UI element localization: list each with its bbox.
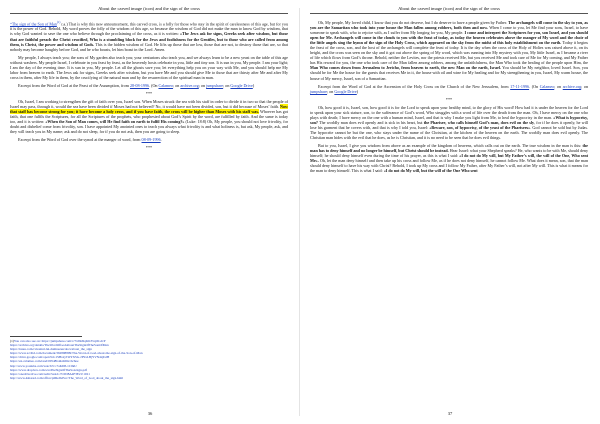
jumpshare-link[interactable]: jumpshare xyxy=(206,82,224,88)
right-page xyxy=(306,0,594,424)
google-drive-link[interactable]: Google Drive xyxy=(230,82,253,88)
calameo-link[interactable]: Calameo xyxy=(158,82,174,88)
footnote[interactable]: https://drive.google.com/open?id=1SHsxyTOYXSG-JPSxLBjYVN4xjlxlH xyxy=(10,355,110,360)
quote-bold: «When the Son of Man comes, will He find faith on earth to fulfil His coming?» xyxy=(45,119,185,125)
footnote-number: (1) xyxy=(10,339,14,343)
footnote[interactable]: https://www.dropbox.com/s/aaTheSignOfTheSon/sign.pdf xyxy=(10,367,87,372)
calameo-link[interactable]: Calameo xyxy=(539,83,555,89)
text: ; on xyxy=(327,88,335,94)
archive-link[interactable]: archive.org xyxy=(180,82,199,88)
text: (Luke: 18:8) Oh, My people, you should not love frivolity, for doubt and disbelief come from frivolity, son. I have appointed My anointed ones to teach you always what frivolity is and what holiness is, but ask, My people, ask, and they will teach you in My name; ask and do not sleep, for if you do not ask, then you are going to sleep. xyxy=(10,119,288,135)
quote-bold: The archangels will come in the sky to you, as you are the Samaritan who took into your house the Man fallen among robbers, both then and now. xyxy=(310,20,588,31)
quote-bold: «I do not do My will, but the will of the One Who sent xyxy=(383,168,478,174)
right-page-body xyxy=(310,20,588,173)
text: You should be My neighbor, loved Israel. Son, you should be for Me the house for the guests that receives Me in it, the house with oil and wine for My healing and for My strengthening in you, Israel, My warm house, the house of My mercy, Israel, son of a Samaritan. xyxy=(310,65,588,81)
jumpshare-link[interactable]: jumpshare xyxy=(310,88,328,94)
text: Oh, Israel, I am working to strengthen the gift of faith over you, Israel son. When Moses struck the sea with his staff in order to divide it in two so that the people of Israel may pass, through it, would the sea have been divided if Moses had not believed? No, it would have not been divided, son, but it did because of Moses’ faith. xyxy=(10,98,288,110)
paragraph xyxy=(310,20,588,81)
text: ; on xyxy=(198,82,207,88)
highlighted-text: Now that staff has become strong for you; it have become a holy cross, and if you have faith, the cross will be higher than Moses with his staff was. xyxy=(10,104,288,115)
quote-bold: I come and interpret the Scriptures for you, son Israel, and you should open for Me. Archangels will come in the clouds to you with the feast of today, as today the heaven celebrates above the manger of My word and the choir of the little angels sing the hymn of the sign of the Holy Cross, which appeared on the sky from the midst of this holy establishment on the earth. xyxy=(310,30,588,46)
text: ; on xyxy=(173,82,181,88)
text: ; on xyxy=(554,83,563,89)
text: But to you, Israel, I give you wisdom from above as an example of the kingdom of heavens, which calls out on the earth. The true wisdom in the man is this: xyxy=(318,143,583,149)
quote-bold: «I do not do My will, but My Father’s will, the will of the One, Who sent Me». xyxy=(310,153,588,164)
text: The worldly man does evil openly and is sick in his heart, but xyxy=(317,119,424,125)
page-number-right: 37 xyxy=(447,411,453,416)
paragraph xyxy=(310,143,588,173)
text: ) xyxy=(252,82,255,88)
separator-stars: *** xyxy=(445,96,453,102)
paragraph xyxy=(10,20,288,52)
separator-stars: *** xyxy=(145,145,153,151)
footnote-text: You can also see on: https://jumpshare.com/v/7xb9rRqKKYnpSLdvP xyxy=(13,339,106,343)
quote-bold: «The Jews ask for signs, Greeks seek after wisdom, but those that are faithful preach the Christ crucified, Who is a stumbling block for the Jews and foolishness for the Gentiles, but to those who are called from among them, is Christ, the power and wisdom of Gods. xyxy=(10,31,288,47)
text: Excerpt from the Word of God at the Feast of the Assumption, from xyxy=(18,82,130,88)
text: Excerpt from the Word of God at the Ascension of the Holy Cross on the Church of the New Jerusalem, from xyxy=(318,83,511,89)
paragraph xyxy=(10,99,288,134)
page-gutter xyxy=(299,8,300,416)
excerpt-source xyxy=(10,137,288,142)
footnote[interactable]: https://www.scribd.com/document/362898809/The-Word-of-God-about-the-sign-of-the-Son-of-Man xyxy=(10,351,143,356)
text: Hear Israel: what your Shepherd speaks? He, who wants to be with Me, should deny himself; he should deny himself even during the time of his prayer, as this is what I said: xyxy=(310,148,588,159)
footnote-ref[interactable]: (1) xyxy=(56,20,61,24)
text: Excerpt from the Word of God over the synod at the manger of word, from xyxy=(18,137,142,143)
quote-bold: «Beware, son, of hypocrisy, of the yeast of the Pharisees» xyxy=(429,124,531,130)
text: Oh, My people, My loved child, I know that you do not deserve, but I do deserve to have a people given by Father. xyxy=(318,20,509,25)
date-link[interactable]: 08-09-1996 xyxy=(141,137,161,143)
text: Oh, how good it is, Israel, son, how good it is for the Lord to speak upon your healthy mind, to the glory of His word! How bad it is under the heaven for the Lord to speak upon your sick stature, son, to the sufferance of God’s word, Who struggles with a word of life over the death from the man. Oh, I have mercy on the one who plays with death; I have mercy on the one with a human mind, Israel, and that is why I make you light from Me, to heal the hypocrisy in the man. xyxy=(310,104,588,120)
text: When I come to you, let Me find your sons, Israel, to have someone to speak with, who to rejoice with, as I suffer from My longing for you, My people. xyxy=(310,25,589,36)
footnote[interactable]: https://archive.org/details/TheWordOfGodAboutTheSignOfTheSonOfMan xyxy=(10,343,109,348)
left-page xyxy=(6,0,294,424)
paragraph xyxy=(310,105,588,140)
text: Whoever has got faith, that one fulfils the Scriptures, for all the Scriptures of the prophets, who prophesied about God’s Spirit by the word, are fulfilled by faith. And the same is today too, and it is written: xyxy=(10,109,288,125)
text: r.a.) That is why this new announcement, this carved cross, is a folly for those who stay in the spirit of carelessness of this age, but for you it is the power of God. Behold, My word proves the folly of the wisdom of this age, so because the wisdom of God did not make the man to know God by wisdom, that is why God wanted to save the one who believe through the proclaiming of the cross, as it is written: xyxy=(10,21,288,37)
text: ) xyxy=(356,88,359,94)
text: . (On xyxy=(149,82,159,88)
quote-bold: the man has to deny himself and no longer be himself, but Christ should be instead. xyxy=(310,143,588,154)
footnote[interactable]: http://www.4shared.com/office/pMkdbdScc/The_Word_of_God_about_the_sign.html xyxy=(10,375,124,380)
separator-stars: *** xyxy=(145,90,153,96)
text: ; on xyxy=(223,82,231,88)
quote-bold: Man Who comes down from Jerusalem to Jericho, from heaven to earth, the new Man on the earth, Israel. xyxy=(310,65,501,71)
text: . (On xyxy=(529,83,540,89)
footnote[interactable]: https://onedrive.live.com/redir?resid=7C0D8A4F3E21!1021 xyxy=(10,371,90,376)
page-header-left: About the carved image (icon) and the sign of the cross xyxy=(10,6,288,14)
footnote[interactable]: https://issuu.com/cuvantul-lui-dumnezeu/docs/about_the_sign xyxy=(10,347,92,352)
text: Oh, let the man deny himself and then take up his cross and follow Me, as if he does not deny himself, he cannot follow Me. What does it mean, son, that the man should deny himself to have his way with Christ? Behold, I took up My cross and I follow My Father, after My Father’s will, not after My will. This is what it means for the man to deny himself. This is what I said: xyxy=(310,158,588,174)
text: ; on xyxy=(581,83,589,89)
excerpt-source xyxy=(310,84,588,94)
text: Today it begins the feast of the cross, son, and the host of the archangels will complete the feast of today. It is the day when the cross of the Holy of Holies was raised above it, on its height, and the cross was seen on the sky and it got out above the spring of My word, which was running into My mystery with you, My little Israel, as I became a river of life which flows from God’s throne. Behold, neither the Levites, nor the priests received Me, but you received Me and took care of Me for My coming, and My Father has His reward for you, the one who took care of the Man fallen among robbers, among the unfaithfulness, the Man Who took the healing of the people upon Him, the xyxy=(310,40,588,66)
left-page-body xyxy=(10,20,288,150)
footnote[interactable]: https://en.calameo.com/read/00548b44a9d0a1bc6ee xyxy=(10,359,79,364)
text: This is the hidden wisdom of God. He lifts up those that are low, those that are not, to destroy those that are, so that nobody may become haughty before God, and he who boasts, let him boast in the Lord. Amen. xyxy=(10,41,288,52)
date-link[interactable]: 17-11-1996 xyxy=(510,83,530,89)
text: . xyxy=(160,137,162,143)
text: . God cannot be sold but by Judas. The hypocrite cannot be but the one, who stays under the name of the Christian, at the kitchen of the heaven on the earth. The worldly man does evil openly. The Christian man hides with the evil that he does, as he is Christian, and it is no need to be seen that he does evil things. xyxy=(310,124,588,140)
footnote[interactable]: http://www.youtube.com/watch?v=7aKD8-1C0kU xyxy=(10,363,77,368)
paragraph: My people, I always teach you; the sons of My garden also teach you; your centurions also teach you, and we always learn to be a new yeast on the table of this age without washers. My people Israel, I celebrate in you feast by feast, as the heavenly hosts celebrate in you, little and tiny son. It is sun in you, My people. I am your light; I am the day of the evening time. It is sun in you, My people. Let all the ghosts save you; let everything help you on your way with Me, and you should help me My labor from heaven to earth. The Jews ask for signs, Greeks seek after wisdom, but you have Me and you should give Me to those that are thirsty after Me and after My cross in them, after My life in them, by the crucifying of the natural man and by the resurrection of the spiritual man in man. xyxy=(10,54,288,80)
footnote-rule xyxy=(10,336,82,337)
sign-of-son-link[interactable]: “The sign of the Son of Man xyxy=(10,21,57,27)
archive-link[interactable]: archive.org xyxy=(562,83,582,89)
excerpt-source xyxy=(10,83,288,88)
footnotes xyxy=(10,336,288,380)
page-number-left: 36 xyxy=(147,411,153,416)
quote-bold: the Pharisee, who calls himself God’s man, does evil on the sly xyxy=(423,119,535,125)
google-drive-link[interactable]: Google Drive xyxy=(334,88,357,94)
quote-bold: «What is hypocrisy, son? xyxy=(310,114,588,125)
text: , for if he does it openly, he will lose his garment that he covers with, and that is why I told you, Israel: xyxy=(310,119,588,130)
page-header-right: About the carved image (icon) and the sign of the cross xyxy=(310,6,588,14)
date-link[interactable]: 28-08-1996 xyxy=(129,82,150,88)
